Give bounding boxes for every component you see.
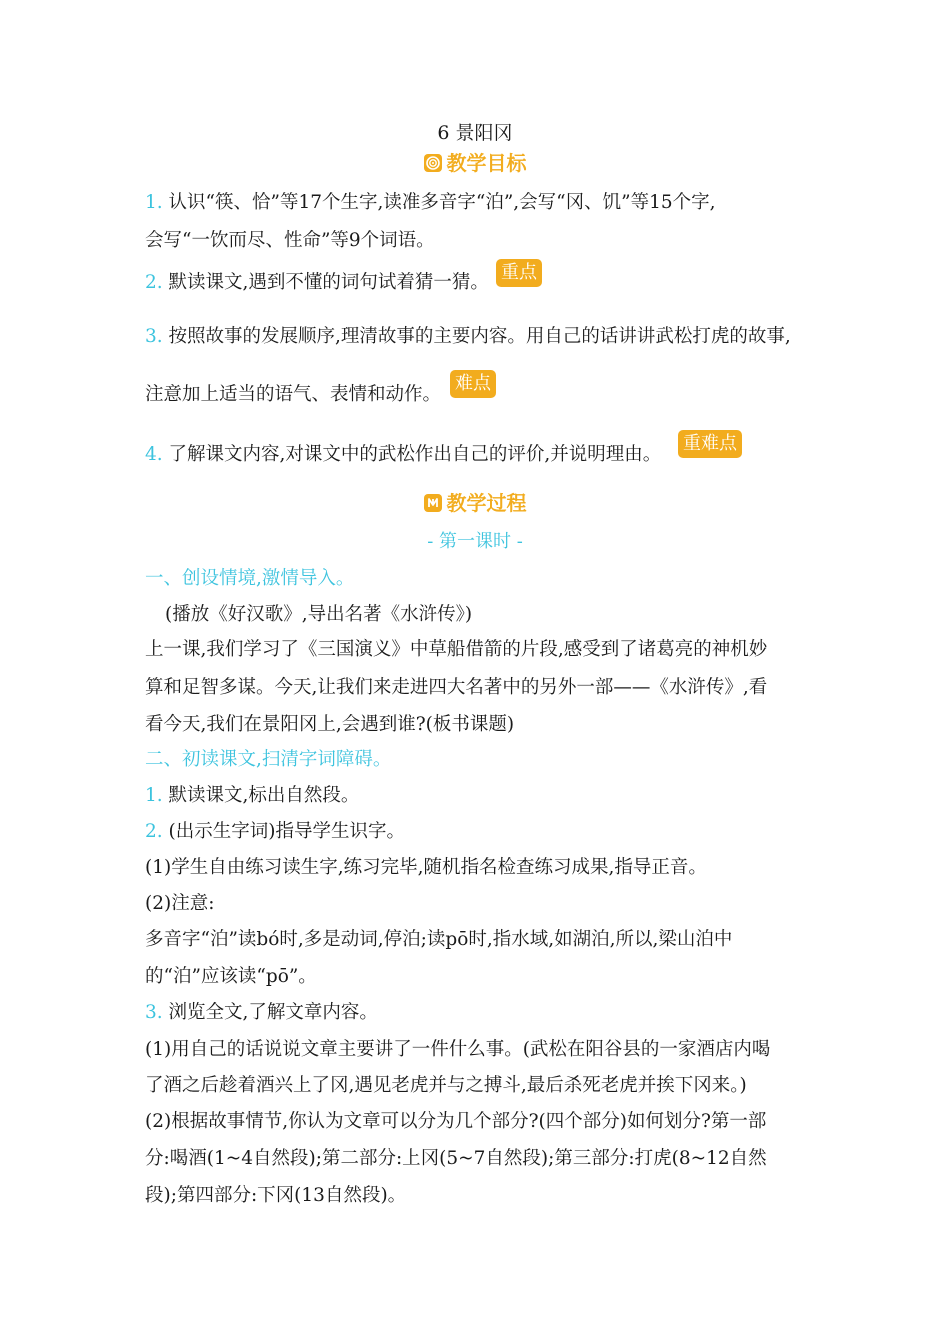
step-3-sub-2-line-3: 段);第四部分:下冈(13自然段)。	[145, 1185, 407, 1206]
part-1-title: 一、创设情境,激情导入。	[145, 568, 355, 589]
lesson-label: - 第一课时 -	[427, 531, 523, 552]
step-3-sub-1-line-1: (1)用自己的话说说文章主要讲了一件什么事。(武松在阳谷县的一家酒店内喝	[145, 1039, 771, 1060]
part-1-note: (播放《好汉歌》,导出名著《水浒传》)	[165, 604, 473, 625]
step-2-sub-2: (2)注意:	[145, 893, 215, 914]
step-3-sub-2-line-2: 分:喝酒(1~4自然段);第二部分:上冈(5~7自然段);第三部分:打虎(8~12自然	[145, 1148, 767, 1169]
step-2-note-line-1: 多音字“泊”读bó时,多是动词,停泊;读pō时,指水域,如湖泊,所以,梁山泊中	[145, 929, 733, 950]
lesson-title: 6 景阳冈	[437, 122, 513, 144]
goals-heading	[0, 147, 950, 176]
goal-4: 4. 了解课文内容,对课文中的武松作出自己的评价,并说明理由。	[145, 444, 662, 465]
goal-1-cont: 会写“一饮而尽、性命”等9个词语。	[145, 230, 435, 251]
goal-3-cont: 注意加上适当的语气、表情和动作。	[145, 384, 442, 405]
process-heading-text: 教学过程	[446, 491, 527, 515]
step-3-sub-2-line-1: (2)根据故事情节,你认为文章可以分为几个部分?(四个部分)如何划分?第一部	[145, 1111, 767, 1132]
goal-1: 1. 认识“筷、恰”等17个生字,读准多音字“泊”,会写“冈、饥”等15个字,	[145, 192, 716, 213]
part-1-para-line-2: 算和足智多谋。今天,让我们来走进四大名著中的另外一部——《水浒传》,看	[145, 677, 768, 698]
process-heading	[0, 487, 950, 516]
step-2-sub-1: (1)学生自由练习读生字,练习完毕,随机指名检查练习成果,指导正音。	[145, 857, 707, 878]
step-3: 3. 浏览全文,了解文章内容。	[145, 1002, 378, 1023]
part-2-title: 二、初读课文,扫清字词障碍。	[145, 749, 392, 770]
part-1-para-line-1: 上一课,我们学习了《三国演义》中草船借箭的片段,感受到了诸葛亮的神机妙	[145, 639, 768, 660]
step-1: 1. 默读课文,标出自然段。	[145, 785, 360, 806]
step-3-sub-1-line-2: 了酒之后趁着酒兴上了冈,遇见老虎并与之搏斗,最后杀死老虎并挨下冈来。)	[145, 1075, 747, 1096]
step-2-note-line-2: 的“泊”应该读“pō”。	[145, 966, 317, 987]
part-1-para-line-3: 看今天,我们在景阳冈上,会遇到谁?(板书课题)	[145, 714, 515, 735]
target-icon	[424, 154, 442, 172]
difficult-point-badge: 难点	[450, 370, 496, 398]
goal-3: 3. 按照故事的发展顺序,理清故事的主要内容。用自己的话讲讲武松打虎的故事,	[145, 326, 791, 347]
goals-heading-text: 教学目标	[446, 151, 527, 175]
key-difficult-badge: 重难点	[678, 430, 742, 458]
process-icon	[424, 494, 442, 512]
step-2: 2. (出示生字词)指导学生识字。	[145, 821, 405, 842]
key-point-badge: 重点	[496, 259, 542, 287]
goal-2: 2. 默读课文,遇到不懂的词句试着猜一猜。	[145, 272, 489, 293]
